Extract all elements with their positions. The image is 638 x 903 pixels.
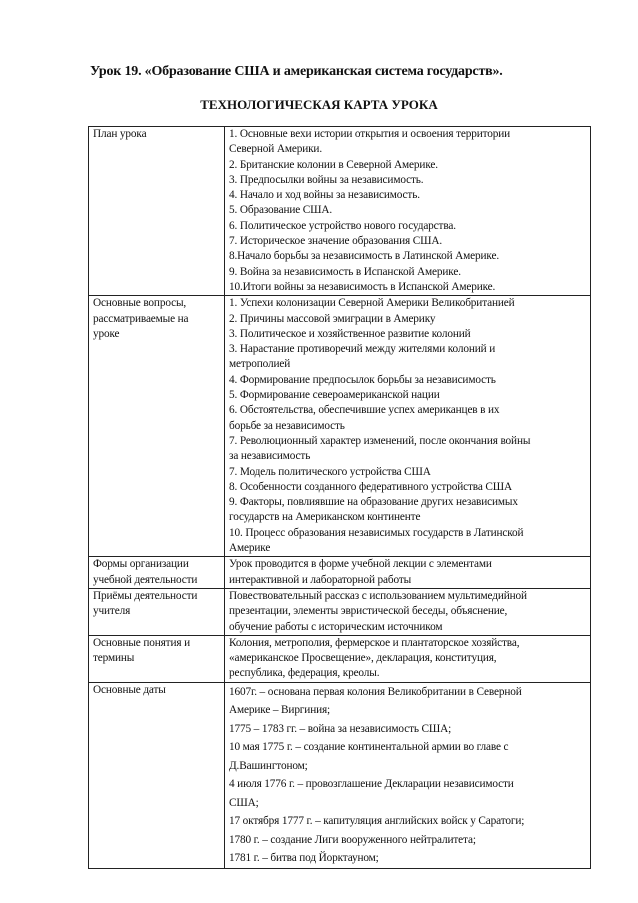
row-content-line: Колония, метрополия, фермерское и плантаторское хозяйства, xyxy=(229,636,520,649)
row-content-line: 10 мая 1775 г. – создание континентальной армии во главе с xyxy=(229,741,509,754)
row-content-line: 5. Формирование североамериканской нации xyxy=(229,389,440,402)
row-content-line: 2. Британские колонии в Северной Америке. xyxy=(229,158,438,171)
table-row xyxy=(89,588,591,635)
row-content-line: Северной Америки. xyxy=(229,143,323,156)
row-content-line: 7. Историческое значение образования США. xyxy=(229,235,443,248)
row-label-line: рассматриваемые на xyxy=(93,312,189,325)
table-row xyxy=(89,635,591,682)
row-content-line: государств на Американском континенте xyxy=(229,511,421,524)
row-content-cell xyxy=(225,127,591,296)
table-row xyxy=(89,127,591,296)
row-content-line: интерактивной и лабораторной работы xyxy=(229,573,412,586)
row-label-line: учебной деятельности xyxy=(93,573,198,586)
row-content-line: метрополией xyxy=(229,358,291,371)
document-subtitle: ТЕХНОЛОГИЧЕСКАЯ КАРТА УРОКА xyxy=(200,97,438,112)
row-content-line: «американское Просвещение», декларация, конституция, xyxy=(229,652,497,665)
row-content-cell xyxy=(225,588,591,635)
row-label-cell xyxy=(89,127,225,296)
row-content-line: обучение работы с историческим источником xyxy=(229,620,443,633)
row-content-line: 1781 г. – битва под Йорктауном; xyxy=(229,852,379,865)
row-content-line: Д.Вашингтоном; xyxy=(229,759,308,772)
row-label-cell xyxy=(89,588,225,635)
table-row xyxy=(89,296,591,557)
row-label-line: Формы организации xyxy=(93,558,189,571)
table-body xyxy=(89,127,591,869)
row-label-line: Приёмы деятельности xyxy=(93,589,198,602)
row-label-line: Основные вопросы, xyxy=(93,297,187,310)
row-content-line: 2. Причины массовой эмиграции в Америку xyxy=(229,312,436,325)
row-content-line: 4 июля 1776 г. – провозглашение Декларации независимости xyxy=(229,778,514,791)
row-content-line: 5. Образование США. xyxy=(229,204,333,217)
row-content-line: 17 октября 1777 г. – капитуляция английских войск у Саратоги; xyxy=(229,815,525,828)
row-label-line: уроке xyxy=(93,327,120,340)
technology-map-table xyxy=(88,126,591,869)
row-label-cell xyxy=(89,557,225,589)
row-content-cell xyxy=(225,557,591,589)
row-content-line: 1. Основные вехи истории открытия и освоения территории xyxy=(229,128,511,140)
row-content-line: Повествовательный рассказ с использованием мультимедийной xyxy=(229,589,527,602)
row-label-line: учителя xyxy=(93,605,131,618)
row-content-line: 1775 – 1783 гг. – война за независимость США; xyxy=(229,722,452,735)
row-label-line: Основные понятия и xyxy=(93,636,190,649)
row-content-line: Америке xyxy=(229,542,271,555)
row-content-line: 3. Предпосылки войны за независимость. xyxy=(229,173,424,186)
row-content-line: 6. Обстоятельства, обеспечившие успех американцев в их xyxy=(229,404,500,417)
row-content-line: 10. Процесс образования независимых государств в Латинской xyxy=(229,526,524,539)
row-label-line: термины xyxy=(93,652,135,665)
row-content-line: 3. Нарастание противоречий между жителями колоний и xyxy=(229,343,496,356)
row-content-line: 1. Успехи колонизации Северной Америки Великобританией xyxy=(229,297,515,310)
table-row xyxy=(89,557,591,589)
row-content-line: 7. Революционный характер изменений, после окончания войны xyxy=(229,434,531,447)
row-label-cell xyxy=(89,296,225,557)
row-label-cell xyxy=(89,682,225,868)
table-row xyxy=(89,682,591,868)
row-label-line: Основные даты xyxy=(93,683,166,696)
row-content-line: 3. Политическое и хозяйственное развитие колоний xyxy=(229,327,471,340)
row-content-line: презентации, элементы эвристической беседы, объяснение, xyxy=(229,605,508,618)
row-content-line: 1607г. – основана первая колония Великобритании в Северной xyxy=(229,685,522,698)
row-content-line: 4. Начало и ход войны за независимость. xyxy=(229,189,420,202)
row-content-cell xyxy=(225,635,591,682)
row-content-line: борьбе за независимость xyxy=(229,419,345,432)
row-content-line: 7. Модель политического устройства США xyxy=(229,465,431,478)
row-content-line: 8. Особенности созданного федеративного устройства США xyxy=(229,480,513,493)
row-content-line: за независимость xyxy=(229,450,311,463)
row-content-cell xyxy=(225,682,591,868)
row-content-line: 9. Война за независимость в Испанской Америке. xyxy=(229,265,461,278)
row-content-line: США; xyxy=(229,796,259,809)
row-content-line: Америке – Виргиния; xyxy=(229,704,331,717)
lesson-title: Урок 19. «Образование США и американская система государств». xyxy=(90,64,503,79)
row-content-line: 1780 г. – создание Лиги вооруженного нейтралитета; xyxy=(229,833,476,846)
row-content-line: республика, федерация, креолы. xyxy=(229,667,380,680)
row-content-line: Урок проводится в форме учебной лекции с элементами xyxy=(229,558,492,571)
row-label-line: План урока xyxy=(93,128,147,140)
row-content-line: 4. Формирование предпосылок борьбы за независимость xyxy=(229,373,496,386)
row-label-cell xyxy=(89,635,225,682)
row-content-line: 10.Итоги войны за независимость в Испанской Америке. xyxy=(229,280,496,293)
row-content-line: 8.Начало борьбы за независимость в Латинской Америке. xyxy=(229,250,500,263)
row-content-line: 6. Политическое устройство нового государства. xyxy=(229,219,456,232)
row-content-line: 9. Факторы, повлиявшие на образование других независимых xyxy=(229,496,518,509)
row-content-cell xyxy=(225,296,591,557)
